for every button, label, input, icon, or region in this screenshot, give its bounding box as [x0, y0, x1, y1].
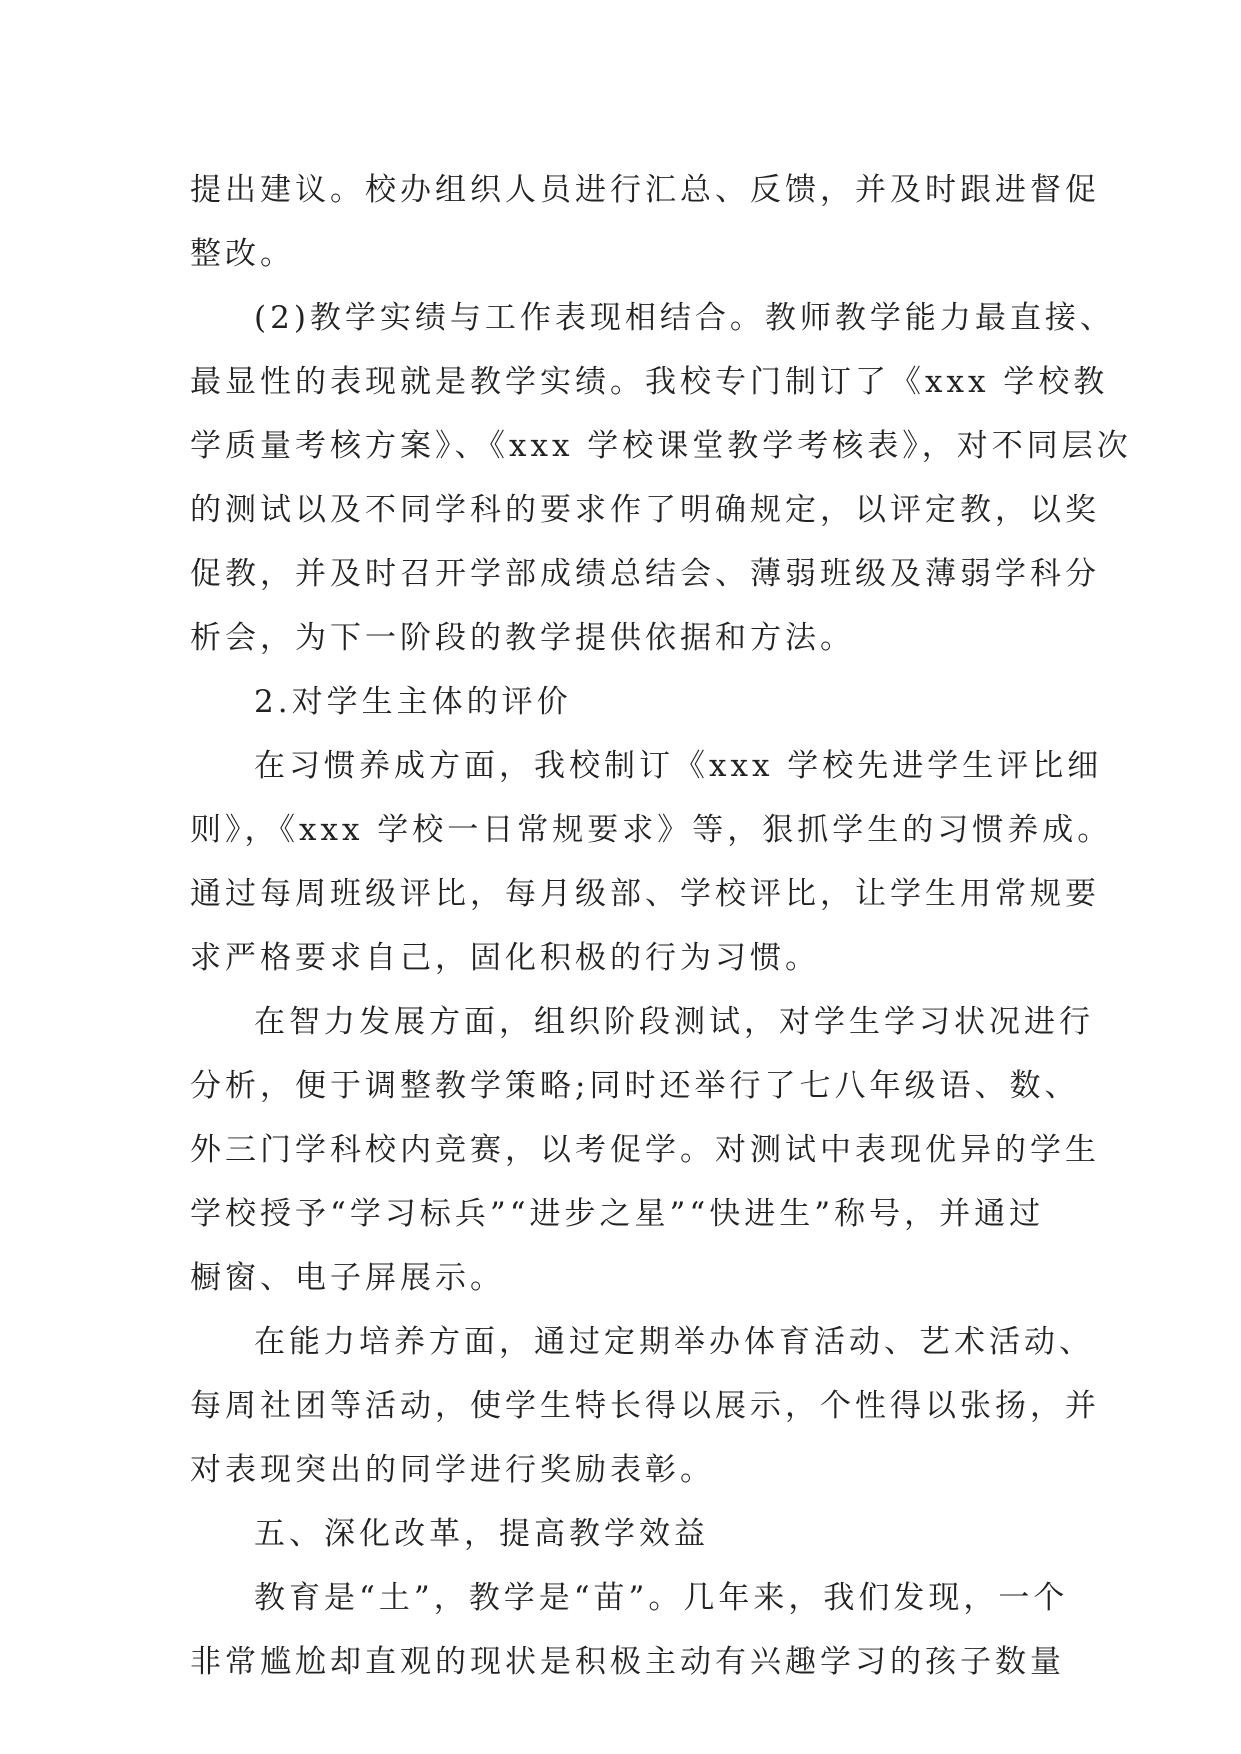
paragraph-start-line: 在能力培养方面，通过定期举办体育活动、艺术活动、: [254, 1324, 1094, 1360]
text-line: 整改。: [190, 236, 295, 272]
text-line: 非常尴尬却直观的现状是积极主动有兴趣学习的孩子数量: [190, 1644, 1065, 1680]
paragraph-start-line: 在习惯养成方面，我校制订《xxx 学校先进学生评比细: [254, 748, 1103, 784]
text-line: 的测试以及不同学科的要求作了明确规定，以评定教，以奖: [190, 492, 1100, 528]
text-line: 学质量考核方案》、《xxx 学校课堂教学考核表》，对不同层次: [190, 428, 1132, 464]
text-line: 橱窗、电子屏展示。: [190, 1260, 505, 1296]
text-line: 求严格要求自己，固化积极的行为习惯。: [190, 940, 820, 976]
text-line: 促教，并及时召开学部成绩总结会、薄弱班级及薄弱学科分: [190, 556, 1100, 592]
text-line: 最显性的表现就是教学实绩。我校专门制订了《xxx 学校教: [190, 364, 1109, 400]
text-line: 提出建议。校办组织人员进行汇总、反馈，并及时跟进督促: [190, 172, 1100, 208]
paragraph-start-line: (2)教学实绩与工作表现相结合。教师教学能力最直接、: [254, 300, 1115, 336]
text-line: 则》，《xxx 学校一日常规要求》等，狠抓学生的习惯养成。: [190, 812, 1113, 848]
text-line: 通过每周班级评比，每月级部、学校评比，让学生用常规要: [190, 876, 1100, 912]
text-line: 外三门学科校内竞赛，以考促学。对测试中表现优异的学生: [190, 1132, 1100, 1168]
section-heading: 五、深化改革，提高教学效益: [254, 1516, 709, 1552]
document-body: [190, 158, 1132, 1694]
text-line: 对表现突出的同学进行奖励表彰。: [190, 1452, 715, 1488]
text-line: 析会，为下一阶段的教学提供依据和方法。: [190, 620, 855, 656]
paragraph-start-line: 教育是“土”，教学是“苗”。几年来，我们发现，一个: [254, 1580, 1069, 1616]
text-line: 每周社团等活动，使学生特长得以展示，个性得以张扬，并: [190, 1388, 1100, 1424]
section-heading: 2.对学生主体的评价: [254, 684, 572, 720]
text-line: 分析，便于调整教学策略;同时还举行了七八年级语、数、: [190, 1068, 1080, 1104]
paragraph-start-line: 在智力发展方面，组织阶段测试，对学生学习状况进行: [254, 1004, 1094, 1040]
text-line: 学校授予“学习标兵”“进步之星”“快进生”称号，并通过: [190, 1196, 1045, 1232]
